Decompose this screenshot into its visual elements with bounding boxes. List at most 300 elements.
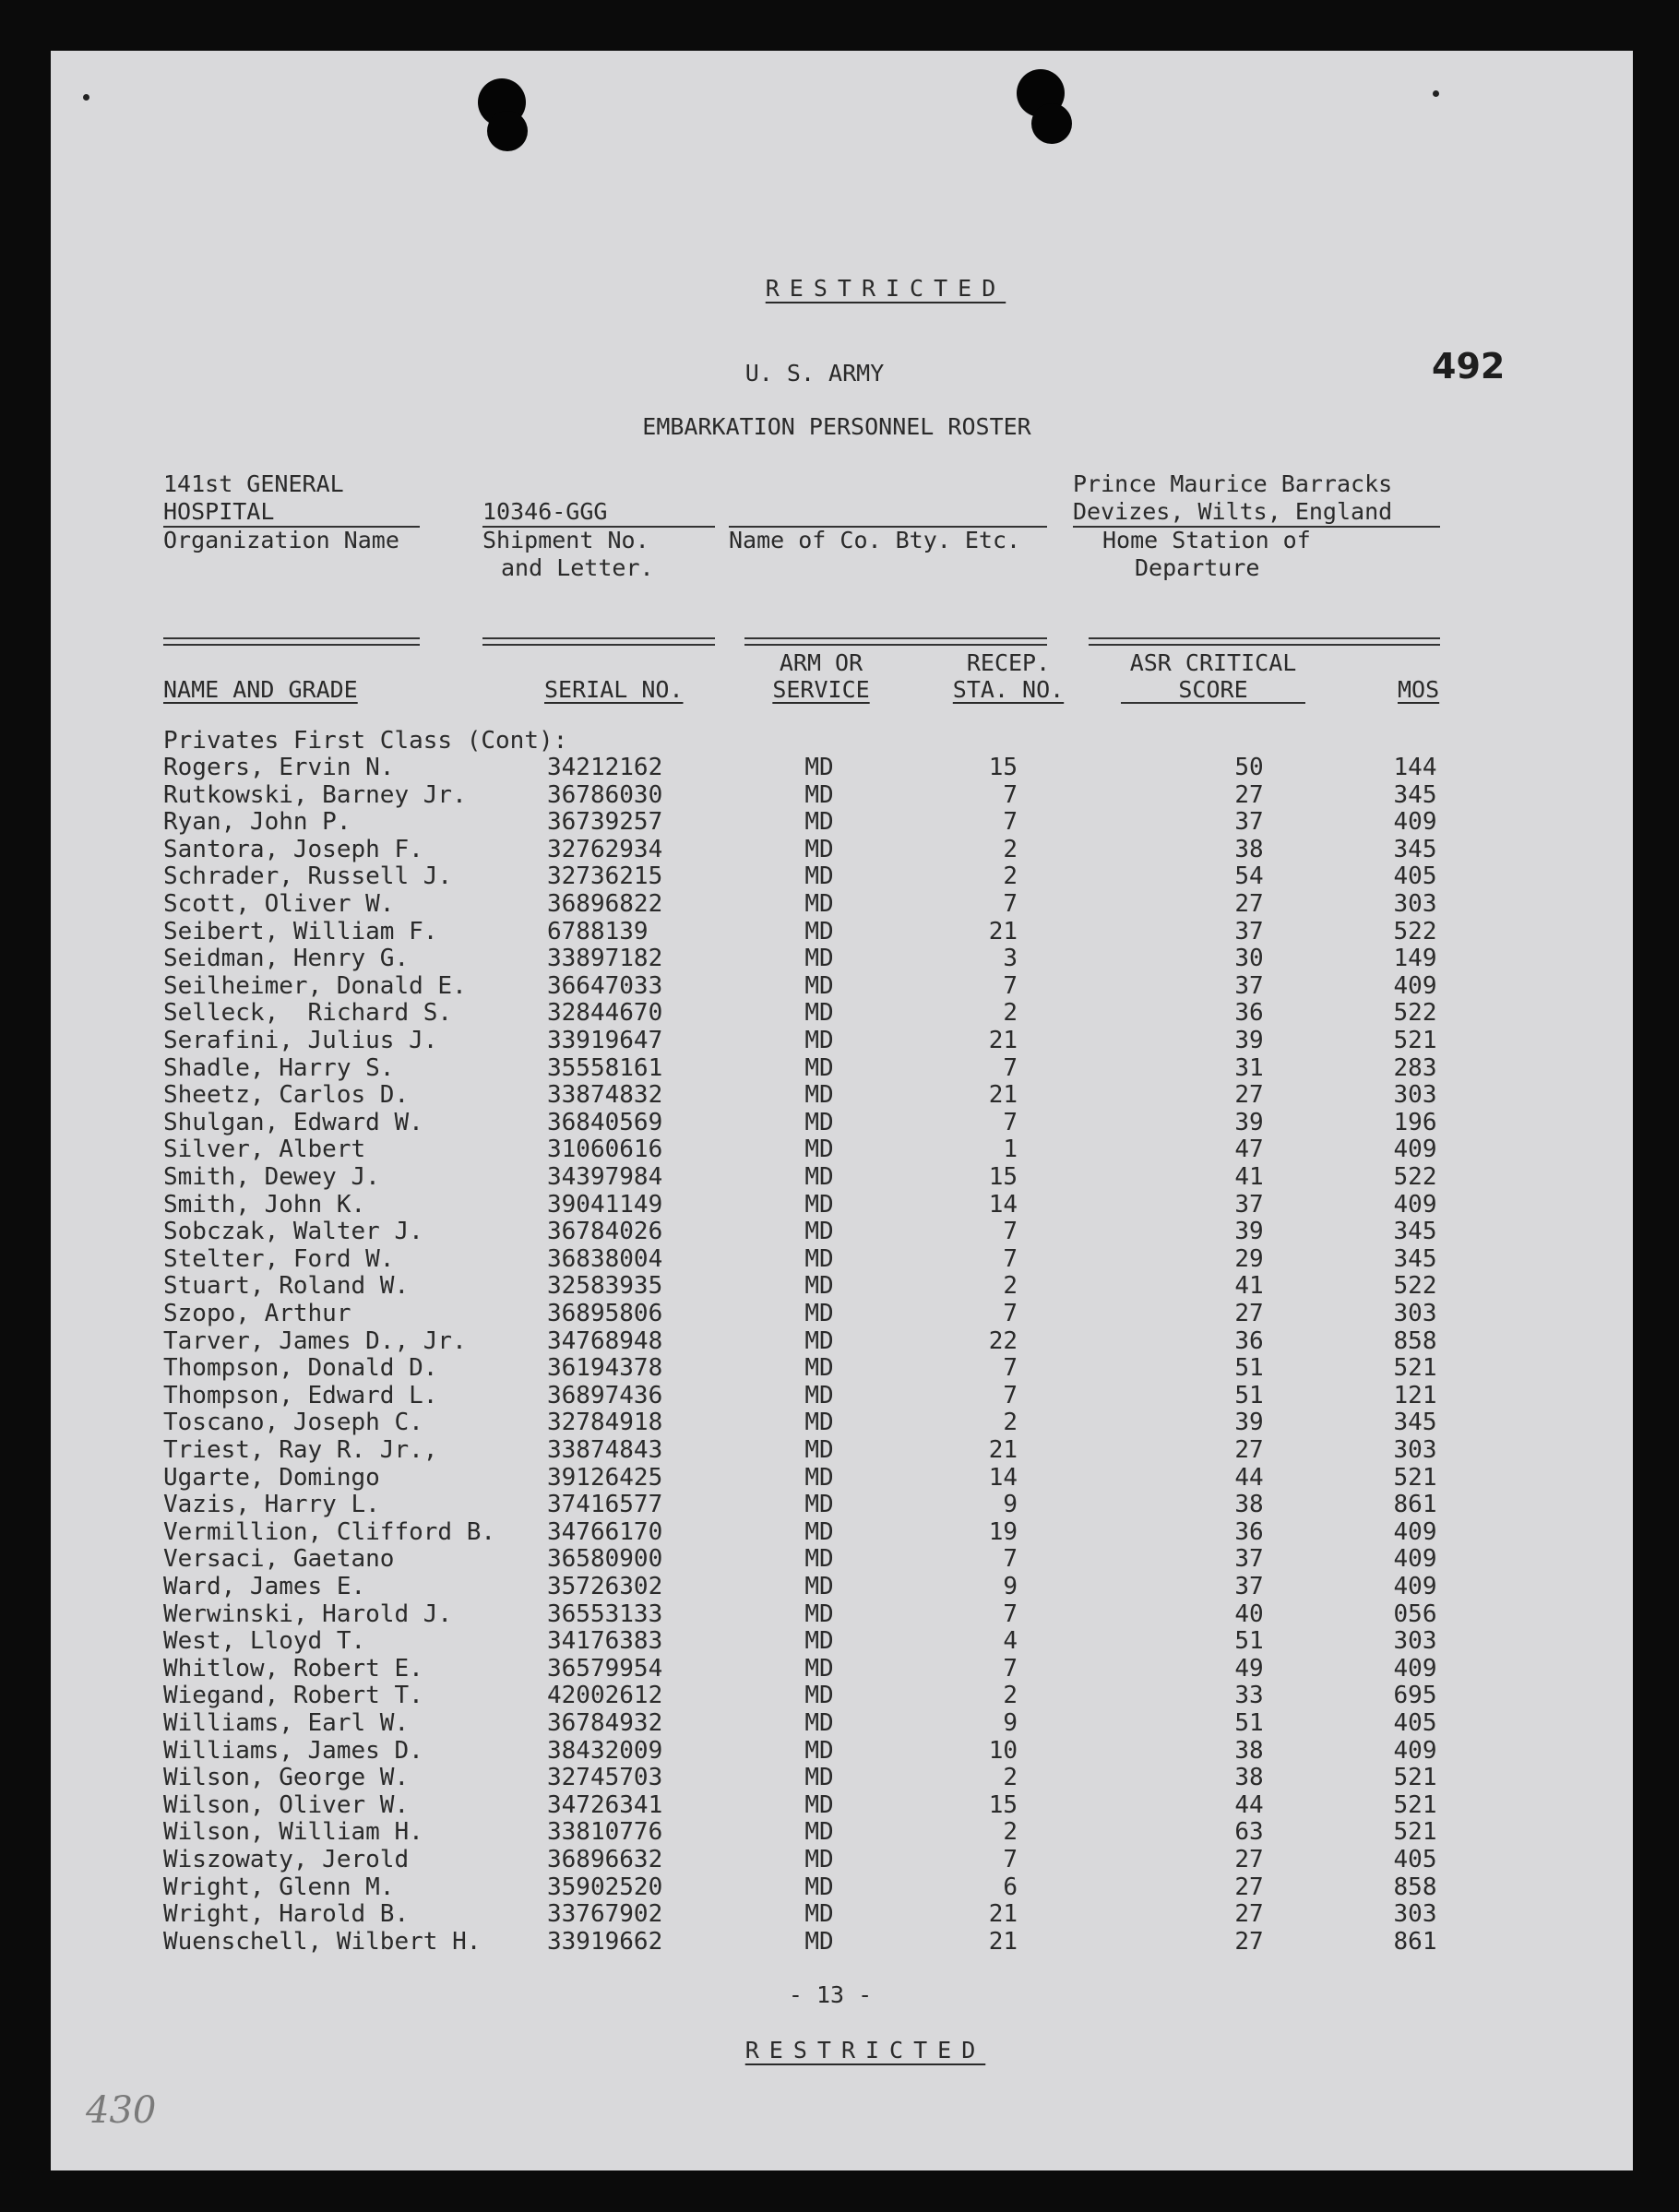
double-rule-name [163, 637, 420, 646]
shipment-label-1: Shipment No. [482, 527, 649, 553]
cell-asr: 38 [1234, 1764, 1264, 1792]
table-row [51, 945, 1633, 973]
table-row [51, 1901, 1633, 1929]
cell-name: Seilheimer, Donald E. [163, 971, 467, 1000]
home-station-label-2: Departure [1135, 554, 1260, 581]
document-title: EMBARKATION PERSONNEL ROSTER [642, 413, 1031, 440]
cell-serial: 36897436 [547, 1381, 663, 1409]
cell-arm: MD [804, 1163, 834, 1191]
cell-recep: 2 [1003, 1764, 1018, 1792]
cell-asr: 50 [1234, 754, 1264, 781]
cell-arm: MD [804, 1244, 834, 1273]
cell-arm: MD [804, 1027, 834, 1054]
cell-arm: MD [804, 1436, 834, 1464]
cell-name: Toscano, Joseph C. [163, 1409, 423, 1437]
cell-recep: 7 [1003, 1053, 1018, 1082]
cell-serial: 36579954 [547, 1654, 663, 1683]
cell-serial: 33810776 [547, 1818, 663, 1847]
cell-recep: 7 [1003, 1244, 1018, 1273]
cell-serial: 35902520 [547, 1873, 663, 1901]
table-row [51, 1492, 1633, 1519]
cell-name: Versaci, Gaetano [163, 1545, 395, 1574]
cell-arm: MD [804, 945, 834, 973]
cell-asr: 27 [1234, 890, 1264, 918]
cell-name: Thompson, Edward L. [163, 1381, 438, 1409]
cell-name: Scott, Oliver W. [163, 890, 395, 918]
cell-arm: MD [804, 780, 834, 809]
cell-serial: 33919662 [547, 1927, 663, 1956]
organization-line1: 141st GENERAL [163, 470, 344, 497]
cell-mos: 409 [1393, 1517, 1437, 1546]
cell-name: Szopo, Arthur [163, 1300, 351, 1327]
cell-asr: 36 [1234, 1326, 1264, 1355]
cell-mos: 303 [1393, 1900, 1437, 1929]
cell-asr: 33 [1234, 1682, 1264, 1710]
cell-arm: MD [804, 1600, 834, 1628]
cell-mos: 858 [1393, 1326, 1437, 1355]
table-row [51, 1628, 1633, 1656]
cell-mos: 283 [1393, 1053, 1437, 1082]
cell-recep: 7 [1003, 1545, 1018, 1574]
cell-serial: 6788139 [547, 917, 649, 945]
cell-mos: 303 [1393, 890, 1437, 918]
cell-asr: 27 [1234, 1900, 1264, 1929]
cell-recep: 7 [1003, 780, 1018, 809]
cell-serial: 34212162 [547, 754, 663, 781]
cell-mos: 405 [1393, 1709, 1437, 1737]
table-row [51, 755, 1633, 782]
cell-recep: 7 [1003, 1218, 1018, 1246]
cell-recep: 7 [1003, 1381, 1018, 1409]
cell-asr: 49 [1234, 1654, 1264, 1683]
table-row [51, 1601, 1633, 1629]
cell-serial: 33874832 [547, 1081, 663, 1110]
cell-name: Ryan, John P. [163, 808, 351, 837]
cell-recep: 21 [988, 1927, 1018, 1956]
cell-arm: MD [804, 1736, 834, 1765]
handwritten-note: 430 [86, 2089, 157, 2132]
table-row [51, 1546, 1633, 1574]
cell-arm: MD [804, 1053, 834, 1082]
cell-mos: 409 [1393, 1545, 1437, 1574]
cell-arm: MD [804, 1654, 834, 1683]
cell-mos: 303 [1393, 1300, 1437, 1327]
cell-recep: 7 [1003, 1600, 1018, 1628]
cell-recep: 7 [1003, 1846, 1018, 1873]
cell-serial: 34176383 [547, 1627, 663, 1656]
asr-header-rule [1121, 702, 1305, 704]
cell-name: Wilson, George W. [163, 1764, 410, 1792]
table-row [51, 1192, 1633, 1219]
cell-serial: 35558161 [547, 1053, 663, 1082]
col-header-serial: SERIAL NO. [544, 676, 684, 703]
cell-serial: 32844670 [547, 999, 663, 1028]
table-row [51, 1000, 1633, 1028]
cell-recep: 9 [1003, 1709, 1018, 1737]
cell-name: Vermillion, Clifford B. [163, 1517, 496, 1546]
cell-name: Wright, Harold B. [163, 1900, 410, 1929]
cell-recep: 2 [1003, 1409, 1018, 1437]
table-row [51, 1028, 1633, 1055]
table-row [51, 1710, 1633, 1738]
company-label: Name of Co. Bty. Etc. [729, 527, 1021, 553]
cell-serial: 36580900 [547, 1545, 663, 1574]
cell-asr: 39 [1234, 1108, 1264, 1136]
cell-mos: 521 [1393, 1463, 1437, 1492]
cell-arm: MD [804, 1873, 834, 1901]
document-page [51, 51, 1633, 2170]
cell-arm: MD [804, 754, 834, 781]
cell-arm: MD [804, 835, 834, 863]
table-row [51, 863, 1633, 891]
cell-asr: 44 [1234, 1463, 1264, 1492]
cell-asr: 47 [1234, 1136, 1264, 1164]
col-header-recep-2: STA. NO. [952, 676, 1065, 703]
cell-arm: MD [804, 917, 834, 945]
cell-arm: MD [804, 1790, 834, 1819]
table-row [51, 1929, 1633, 1956]
cell-mos: 303 [1393, 1081, 1437, 1110]
cell-asr: 31 [1234, 1053, 1264, 1082]
cell-arm: MD [804, 1627, 834, 1656]
page-footer: - 13 - [788, 1981, 873, 2008]
cell-mos: 522 [1393, 1272, 1437, 1301]
classification-top: RESTRICTED [765, 275, 1006, 302]
cell-arm: MD [804, 1136, 834, 1164]
cell-serial: 33767902 [547, 1900, 663, 1929]
cell-recep: 21 [988, 1081, 1018, 1110]
table-row [51, 837, 1633, 864]
cell-asr: 54 [1234, 862, 1264, 891]
cell-name: Wilson, Oliver W. [163, 1790, 410, 1819]
cell-name: Stuart, Roland W. [163, 1272, 410, 1301]
cell-mos: 522 [1393, 917, 1437, 945]
cell-mos: 303 [1393, 1627, 1437, 1656]
double-rule-right [1089, 637, 1440, 646]
speck [83, 94, 89, 101]
table-row [51, 1136, 1633, 1164]
cell-name: Wiegand, Robert T. [163, 1682, 423, 1710]
table-row [51, 1383, 1633, 1410]
cell-name: Sheetz, Carlos D. [163, 1081, 410, 1110]
cell-name: Wright, Glenn M. [163, 1873, 395, 1901]
cell-name: Ward, James E. [163, 1573, 366, 1600]
col-header-asr-2: SCORE [1178, 676, 1248, 703]
cell-recep: 7 [1003, 1654, 1018, 1683]
cell-arm: MD [804, 1491, 834, 1519]
cell-arm: MD [804, 1764, 834, 1792]
cell-arm: MD [804, 1463, 834, 1492]
cell-mos: 345 [1393, 1409, 1437, 1437]
cell-name: Stelter, Ford W. [163, 1244, 395, 1273]
cell-name: Selleck, Richard S. [163, 999, 453, 1028]
cell-asr: 38 [1234, 1491, 1264, 1519]
cell-serial: 36784026 [547, 1218, 663, 1246]
cell-arm: MD [804, 1709, 834, 1737]
cell-arm: MD [804, 1545, 834, 1574]
cell-asr: 44 [1234, 1790, 1264, 1819]
cell-mos: 144 [1393, 754, 1437, 781]
cell-arm: MD [804, 1190, 834, 1219]
cell-name: Shadle, Harry S. [163, 1053, 395, 1082]
cell-name: West, Lloyd T. [163, 1627, 366, 1656]
cell-serial: 32762934 [547, 835, 663, 863]
cell-serial: 36739257 [547, 808, 663, 837]
table-row [51, 1574, 1633, 1601]
section-heading: Privates First Class (Cont): [163, 727, 568, 755]
cell-serial: 39126425 [547, 1463, 663, 1492]
cell-name: Seidman, Henry G. [163, 945, 410, 973]
cell-asr: 27 [1234, 1436, 1264, 1464]
home-station-label-1: Home Station of [1102, 527, 1311, 553]
cell-serial: 34726341 [547, 1790, 663, 1819]
table-row [51, 1765, 1633, 1792]
cell-name: Rogers, Ervin N. [163, 754, 395, 781]
cell-asr: 37 [1234, 808, 1264, 837]
cell-arm: MD [804, 890, 834, 918]
cell-arm: MD [804, 1218, 834, 1246]
cell-asr: 36 [1234, 999, 1264, 1028]
cell-asr: 27 [1234, 1846, 1264, 1873]
agency-line: U. S. ARMY [744, 360, 885, 387]
cell-asr: 37 [1234, 917, 1264, 945]
home-station-line2: Devizes, Wilts, England [1073, 498, 1393, 525]
col-header-mos: MOS [1398, 676, 1440, 703]
cell-recep: 15 [988, 754, 1018, 781]
cell-asr: 30 [1234, 945, 1264, 973]
cell-serial: 37416577 [547, 1491, 663, 1519]
cell-recep: 14 [988, 1190, 1018, 1219]
cell-mos: 345 [1393, 1244, 1437, 1273]
table-row [51, 1355, 1633, 1383]
cell-asr: 36 [1234, 1517, 1264, 1546]
cell-serial: 32745703 [547, 1764, 663, 1792]
cell-arm: MD [804, 1927, 834, 1956]
cell-recep: 21 [988, 917, 1018, 945]
cell-mos: 861 [1393, 1491, 1437, 1519]
table-row [51, 1328, 1633, 1356]
table-row [51, 1437, 1633, 1465]
cell-mos: 521 [1393, 1764, 1437, 1792]
cell-name: Rutkowski, Barney Jr. [163, 780, 467, 809]
cell-serial: 42002612 [547, 1682, 663, 1710]
table-row [51, 1519, 1633, 1547]
cell-asr: 37 [1234, 971, 1264, 1000]
col-header-name: NAME AND GRADE [163, 676, 358, 703]
cell-mos: 056 [1393, 1600, 1437, 1628]
cell-mos: 409 [1393, 1573, 1437, 1600]
cell-asr: 37 [1234, 1573, 1264, 1600]
cell-arm: MD [804, 1326, 834, 1355]
cell-serial: 36838004 [547, 1244, 663, 1273]
cell-arm: MD [804, 1272, 834, 1301]
cell-asr: 27 [1234, 780, 1264, 809]
organization-label: Organization Name [163, 527, 399, 553]
cell-recep: 7 [1003, 890, 1018, 918]
cell-recep: 7 [1003, 808, 1018, 837]
shipment-label-2: and Letter. [501, 554, 654, 581]
table-row [51, 1656, 1633, 1683]
page-number-stamp: 492 [1432, 346, 1506, 387]
cell-name: Smith, Dewey J. [163, 1163, 380, 1191]
cell-serial: 33919647 [547, 1027, 663, 1054]
cell-recep: 19 [988, 1517, 1018, 1546]
cell-name: Sobczak, Walter J. [163, 1218, 423, 1246]
cell-arm: MD [804, 1108, 834, 1136]
cell-arm: MD [804, 1081, 834, 1110]
table-row [51, 1819, 1633, 1847]
cell-name: Santora, Joseph F. [163, 835, 423, 863]
cell-mos: 149 [1393, 945, 1437, 973]
cell-mos: 409 [1393, 808, 1437, 837]
cell-mos: 521 [1393, 1818, 1437, 1847]
cell-mos: 345 [1393, 835, 1437, 863]
cell-arm: MD [804, 1381, 834, 1409]
cell-recep: 6 [1003, 1873, 1018, 1901]
organization-line2: HOSPITAL [163, 498, 275, 525]
cell-mos: 521 [1393, 1027, 1437, 1054]
col-header-arm-1: ARM OR [779, 649, 863, 676]
cell-asr: 39 [1234, 1409, 1264, 1437]
cell-asr: 51 [1234, 1627, 1264, 1656]
cell-recep: 15 [988, 1163, 1018, 1191]
cell-asr: 40 [1234, 1600, 1264, 1628]
cell-mos: 522 [1393, 1163, 1437, 1191]
cell-recep: 9 [1003, 1573, 1018, 1600]
cell-name: Smith, John K. [163, 1190, 366, 1219]
cell-serial: 33897182 [547, 945, 663, 973]
cell-arm: MD [804, 1517, 834, 1546]
cell-name: Wilson, William H. [163, 1818, 423, 1847]
cell-arm: MD [804, 1409, 834, 1437]
cell-mos: 409 [1393, 1736, 1437, 1765]
cell-name: Wiszowaty, Jerold [163, 1846, 410, 1873]
cell-asr: 27 [1234, 1927, 1264, 1956]
col-header-arm-2: SERVICE [772, 676, 870, 703]
table-row [51, 1164, 1633, 1192]
cell-asr: 51 [1234, 1354, 1264, 1383]
cell-serial: 34766170 [547, 1517, 663, 1546]
cell-arm: MD [804, 1573, 834, 1600]
table-row [51, 1219, 1633, 1246]
table-row [51, 1792, 1633, 1820]
cell-name: Vazis, Harry L. [163, 1491, 380, 1519]
cell-name: Whitlow, Robert E. [163, 1654, 423, 1683]
cell-asr: 41 [1234, 1163, 1264, 1191]
cell-mos: 695 [1393, 1682, 1437, 1710]
col-header-asr-1: ASR CRITICAL [1129, 649, 1297, 676]
cell-mos: 121 [1393, 1381, 1437, 1409]
col-header-recep-1: RECEP. [966, 649, 1051, 676]
cell-name: Shulgan, Edward W. [163, 1108, 423, 1136]
cell-recep: 21 [988, 1436, 1018, 1464]
cell-recep: 22 [988, 1326, 1018, 1355]
cell-serial: 32736215 [547, 862, 663, 891]
cell-mos: 345 [1393, 780, 1437, 809]
table-row [51, 1082, 1633, 1110]
cell-recep: 4 [1003, 1627, 1018, 1656]
cell-arm: MD [804, 1900, 834, 1929]
cell-mos: 409 [1393, 1190, 1437, 1219]
table-row [51, 1847, 1633, 1874]
cell-asr: 27 [1234, 1300, 1264, 1327]
cell-mos: 409 [1393, 971, 1437, 1000]
table-row [51, 973, 1633, 1001]
cell-serial: 32784918 [547, 1409, 663, 1437]
cell-name: Williams, Earl W. [163, 1709, 410, 1737]
cell-serial: 36784932 [547, 1709, 663, 1737]
table-row [51, 1273, 1633, 1301]
cell-mos: 409 [1393, 1136, 1437, 1164]
table-row [51, 919, 1633, 946]
table-row [51, 1409, 1633, 1437]
cell-asr: 38 [1234, 1736, 1264, 1765]
cell-name: Williams, James D. [163, 1736, 423, 1765]
punch-hole-right-lower [1031, 103, 1072, 144]
cell-mos: 409 [1393, 1654, 1437, 1683]
cell-asr: 27 [1234, 1081, 1264, 1110]
cell-recep: 10 [988, 1736, 1018, 1765]
classification-bottom: RESTRICTED [744, 2037, 986, 2063]
cell-recep: 7 [1003, 971, 1018, 1000]
table-row [51, 1683, 1633, 1710]
cell-serial: 39041149 [547, 1190, 663, 1219]
cell-recep: 15 [988, 1790, 1018, 1819]
table-row [51, 891, 1633, 919]
table-row [51, 782, 1633, 810]
cell-serial: 35726302 [547, 1573, 663, 1600]
cell-recep: 3 [1003, 945, 1018, 973]
cell-arm: MD [804, 1300, 834, 1327]
cell-arm: MD [804, 808, 834, 837]
double-rule-mid [744, 637, 1047, 646]
cell-recep: 21 [988, 1027, 1018, 1054]
cell-mos: 861 [1393, 1927, 1437, 1956]
cell-name: Ugarte, Domingo [163, 1463, 380, 1492]
cell-serial: 36896632 [547, 1846, 663, 1873]
cell-serial: 31060616 [547, 1136, 663, 1164]
table-row [51, 1874, 1633, 1902]
shipment-value: 10346-GGG [482, 498, 608, 525]
cell-recep: 2 [1003, 1682, 1018, 1710]
cell-mos: 522 [1393, 999, 1437, 1028]
home-station-line1: Prince Maurice Barracks [1073, 470, 1393, 497]
cell-asr: 63 [1234, 1818, 1264, 1847]
cell-mos: 303 [1393, 1436, 1437, 1464]
cell-arm: MD [804, 1354, 834, 1383]
speck [1433, 90, 1439, 97]
cell-mos: 858 [1393, 1873, 1437, 1901]
cell-arm: MD [804, 971, 834, 1000]
cell-name: Triest, Ray R. Jr., [163, 1436, 438, 1464]
cell-recep: 7 [1003, 1300, 1018, 1327]
cell-name: Silver, Albert [163, 1136, 366, 1164]
cell-serial: 38432009 [547, 1736, 663, 1765]
cell-mos: 521 [1393, 1790, 1437, 1819]
cell-asr: 38 [1234, 835, 1264, 863]
cell-mos: 405 [1393, 862, 1437, 891]
table-row [51, 1301, 1633, 1328]
cell-recep: 14 [988, 1463, 1018, 1492]
cell-serial: 36840569 [547, 1108, 663, 1136]
cell-serial: 34768948 [547, 1326, 663, 1355]
table-row [51, 1465, 1633, 1493]
cell-recep: 9 [1003, 1491, 1018, 1519]
cell-asr: 37 [1234, 1545, 1264, 1574]
cell-mos: 521 [1393, 1354, 1437, 1383]
cell-recep: 2 [1003, 862, 1018, 891]
punch-hole-left-lower [487, 111, 528, 151]
